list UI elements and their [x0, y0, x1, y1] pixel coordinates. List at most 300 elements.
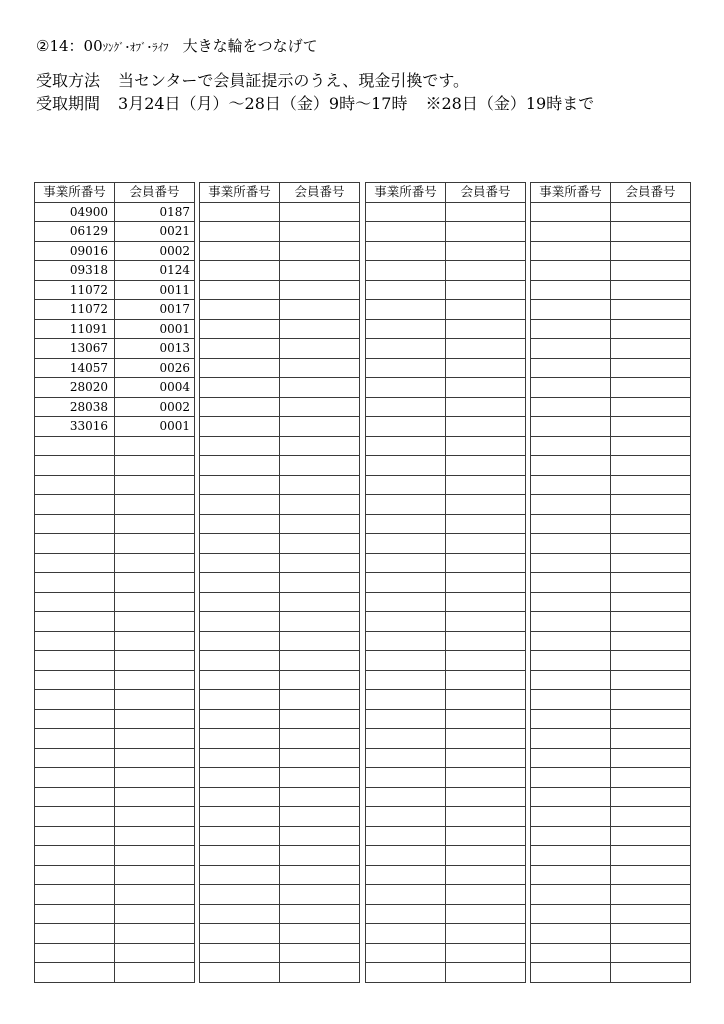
table-row	[531, 241, 691, 261]
office-number-cell	[200, 729, 280, 749]
table-row	[531, 573, 691, 593]
table-row	[200, 963, 360, 983]
table-row	[366, 358, 526, 378]
office-number-cell	[35, 826, 115, 846]
member-number-cell	[446, 846, 526, 866]
table-row	[366, 924, 526, 944]
table-row	[531, 319, 691, 339]
table-row	[200, 319, 360, 339]
office-number-cell	[366, 787, 446, 807]
member-number-cell	[280, 768, 360, 788]
member-number-cell: 0021	[115, 222, 195, 242]
member-number-cell	[611, 885, 691, 905]
member-number-cell	[280, 787, 360, 807]
table-row	[200, 300, 360, 320]
table-row	[35, 768, 195, 788]
office-number-cell	[531, 202, 611, 222]
table-row	[531, 456, 691, 476]
office-number-cell	[200, 514, 280, 534]
member-number-cell	[115, 514, 195, 534]
member-number-cell	[611, 904, 691, 924]
office-number-cell	[531, 436, 611, 456]
member-number-cell	[115, 826, 195, 846]
table-row	[200, 495, 360, 515]
table-row	[35, 943, 195, 963]
office-number-cell: 11072	[35, 300, 115, 320]
office-number-cell: 09016	[35, 241, 115, 261]
table-row	[366, 456, 526, 476]
office-number-cell: 11072	[35, 280, 115, 300]
event-subtitle: 大きな輪をつなげて	[182, 37, 318, 55]
member-number-cell	[446, 261, 526, 281]
table-row	[35, 924, 195, 944]
table-row	[366, 651, 526, 671]
table-row	[531, 787, 691, 807]
table-row	[366, 202, 526, 222]
member-number-cell	[280, 924, 360, 944]
office-number-cell	[35, 709, 115, 729]
table-row	[366, 339, 526, 359]
member-number-cell	[280, 417, 360, 437]
table-row	[35, 358, 195, 378]
table-row	[35, 904, 195, 924]
member-number-cell	[280, 690, 360, 710]
office-number-cell	[366, 397, 446, 417]
member-number-header: 会員番号	[611, 183, 691, 203]
office-number-cell	[531, 534, 611, 554]
event-name: ｿﾝｸﾞ･ｵﾌﾞ･ﾗｲﾌ	[102, 41, 169, 54]
office-number-cell	[200, 339, 280, 359]
table-row	[200, 339, 360, 359]
pickup-method-value: 当センターで会員証提示のうえ、現金引換です。	[118, 71, 470, 90]
member-number-cell	[280, 553, 360, 573]
office-number-cell	[200, 807, 280, 827]
table-row	[531, 651, 691, 671]
office-number-cell	[200, 865, 280, 885]
office-number-cell	[366, 261, 446, 281]
table-row	[366, 417, 526, 437]
member-number-cell	[446, 670, 526, 690]
table-row	[366, 865, 526, 885]
table-row	[200, 768, 360, 788]
office-number-cell	[366, 885, 446, 905]
office-number-cell	[35, 943, 115, 963]
office-number-cell	[366, 553, 446, 573]
office-number-cell	[35, 729, 115, 749]
office-number-cell	[35, 670, 115, 690]
table-row	[366, 826, 526, 846]
office-number-cell: 28038	[35, 397, 115, 417]
office-number-cell	[35, 592, 115, 612]
member-number-cell: 0001	[115, 319, 195, 339]
member-number-cell	[611, 709, 691, 729]
member-number-cell	[115, 768, 195, 788]
office-number-cell	[200, 904, 280, 924]
table-row	[531, 631, 691, 651]
office-number-cell	[531, 417, 611, 437]
table-row	[366, 943, 526, 963]
member-number-cell	[446, 651, 526, 671]
office-number-cell	[366, 709, 446, 729]
member-number-header: 会員番号	[115, 183, 195, 203]
member-number-cell	[611, 865, 691, 885]
member-number-cell	[115, 787, 195, 807]
event-time: ②14：00	[36, 37, 103, 55]
table-row	[366, 787, 526, 807]
table-row	[531, 748, 691, 768]
table-row	[200, 222, 360, 242]
office-number-cell	[366, 748, 446, 768]
office-number-cell	[366, 924, 446, 944]
office-number-cell	[531, 631, 611, 651]
member-number-cell	[280, 280, 360, 300]
office-number-cell	[200, 378, 280, 398]
office-number-cell	[366, 612, 446, 632]
table-row	[35, 456, 195, 476]
table-row	[200, 573, 360, 593]
member-number-cell: 0187	[115, 202, 195, 222]
office-number-cell	[531, 553, 611, 573]
table-row	[531, 202, 691, 222]
member-number-cell	[611, 592, 691, 612]
member-number-cell: 0011	[115, 280, 195, 300]
table-row	[531, 553, 691, 573]
office-number-cell	[200, 261, 280, 281]
table-row	[35, 846, 195, 866]
table-row	[35, 553, 195, 573]
office-number-header: 事業所番号	[200, 183, 280, 203]
member-number-cell: 0004	[115, 378, 195, 398]
office-number-cell	[366, 943, 446, 963]
office-number-cell	[366, 631, 446, 651]
table-row	[531, 475, 691, 495]
office-number-cell	[366, 280, 446, 300]
table-row	[366, 514, 526, 534]
member-number-cell	[611, 612, 691, 632]
member-number-cell	[446, 280, 526, 300]
member-number-cell	[611, 748, 691, 768]
table-row	[200, 202, 360, 222]
member-number-cell	[115, 690, 195, 710]
member-number-cell	[611, 495, 691, 515]
office-number-cell	[366, 573, 446, 593]
office-number-cell	[531, 358, 611, 378]
member-number-cell	[446, 690, 526, 710]
member-number-cell	[115, 436, 195, 456]
member-number-cell	[611, 768, 691, 788]
table-row	[35, 202, 195, 222]
member-number-cell	[280, 865, 360, 885]
office-number-cell	[200, 417, 280, 437]
table-row	[200, 436, 360, 456]
member-number-cell	[280, 631, 360, 651]
member-number-cell	[115, 573, 195, 593]
member-number-cell	[446, 300, 526, 320]
table-row	[366, 904, 526, 924]
member-number-cell	[446, 592, 526, 612]
table-row	[200, 807, 360, 827]
member-number-cell	[446, 397, 526, 417]
office-number-cell	[200, 592, 280, 612]
office-number-cell	[531, 397, 611, 417]
member-number-cell	[446, 319, 526, 339]
office-number-cell	[366, 475, 446, 495]
member-number-cell	[611, 534, 691, 554]
table-row	[35, 670, 195, 690]
office-number-cell	[35, 963, 115, 983]
office-number-cell	[366, 592, 446, 612]
office-number-cell	[531, 963, 611, 983]
office-number-cell	[366, 534, 446, 554]
member-number-cell	[446, 456, 526, 476]
table-row	[200, 280, 360, 300]
table-row	[531, 670, 691, 690]
table-row	[35, 475, 195, 495]
member-number-cell	[280, 729, 360, 749]
member-number-cell: 0001	[115, 417, 195, 437]
member-number-cell	[446, 826, 526, 846]
table-row	[531, 729, 691, 749]
office-number-cell	[35, 553, 115, 573]
table-row	[35, 534, 195, 554]
member-number-cell: 0002	[115, 397, 195, 417]
member-number-cell	[611, 963, 691, 983]
member-number-cell	[115, 885, 195, 905]
table-row	[200, 456, 360, 476]
member-number-cell	[446, 573, 526, 593]
table-row	[200, 924, 360, 944]
member-number-header: 会員番号	[446, 183, 526, 203]
table-row	[366, 534, 526, 554]
table-row	[35, 378, 195, 398]
table-row	[531, 417, 691, 437]
table-row	[531, 807, 691, 827]
member-number-cell: 0013	[115, 339, 195, 359]
office-number-cell	[366, 300, 446, 320]
table-row	[531, 534, 691, 554]
member-number-cell	[115, 729, 195, 749]
office-number-cell	[531, 339, 611, 359]
table-row	[531, 924, 691, 944]
table-header-row	[200, 183, 360, 203]
table-row	[200, 612, 360, 632]
office-number-cell	[531, 612, 611, 632]
table-row	[35, 280, 195, 300]
table-row	[200, 787, 360, 807]
member-number-cell	[115, 495, 195, 515]
table-row	[366, 495, 526, 515]
member-number-cell	[115, 963, 195, 983]
member-number-cell	[280, 339, 360, 359]
table-row	[531, 397, 691, 417]
member-number-cell	[611, 943, 691, 963]
office-number-cell	[366, 690, 446, 710]
member-number-cell	[446, 358, 526, 378]
member-number-cell	[446, 612, 526, 632]
member-number-cell	[611, 202, 691, 222]
office-number-cell	[200, 300, 280, 320]
office-number-cell	[366, 495, 446, 515]
member-number-cell	[446, 553, 526, 573]
pickup-period-note: ※28日（金）19時まで	[425, 94, 595, 113]
office-number-cell	[366, 339, 446, 359]
office-number-cell	[200, 397, 280, 417]
table-row	[200, 729, 360, 749]
member-number-cell	[611, 417, 691, 437]
office-number-cell	[366, 729, 446, 749]
office-number-cell	[366, 456, 446, 476]
table-row	[200, 865, 360, 885]
member-number-cell	[280, 456, 360, 476]
office-number-cell	[366, 846, 446, 866]
table-row	[35, 787, 195, 807]
office-number-cell	[366, 514, 446, 534]
member-number-cell	[115, 807, 195, 827]
office-number-cell	[35, 456, 115, 476]
office-number-cell: 06129	[35, 222, 115, 242]
member-number-cell	[280, 670, 360, 690]
member-number-cell	[280, 495, 360, 515]
office-number-cell	[366, 651, 446, 671]
member-number-cell	[115, 670, 195, 690]
member-number-cell	[611, 670, 691, 690]
event-title-line	[36, 35, 318, 56]
office-number-cell	[200, 319, 280, 339]
office-number-cell	[366, 670, 446, 690]
member-number-cell	[446, 475, 526, 495]
table-row	[531, 846, 691, 866]
member-number-cell	[280, 534, 360, 554]
table-row	[366, 690, 526, 710]
table-row	[200, 846, 360, 866]
office-number-cell	[200, 651, 280, 671]
office-number-cell	[200, 631, 280, 651]
table-row	[35, 963, 195, 983]
office-number-cell	[200, 826, 280, 846]
table-row	[200, 397, 360, 417]
table-row	[35, 612, 195, 632]
pickup-period-value: 3月24日（月）～28日（金）9時～17時	[118, 94, 408, 113]
office-number-cell	[531, 943, 611, 963]
office-number-cell	[35, 846, 115, 866]
office-number-cell	[200, 787, 280, 807]
member-number-cell	[115, 904, 195, 924]
office-number-cell	[200, 241, 280, 261]
member-number-cell	[446, 241, 526, 261]
table-row	[200, 553, 360, 573]
winner-table-2	[199, 182, 360, 983]
table-row	[200, 631, 360, 651]
member-number-cell	[280, 436, 360, 456]
table-row	[366, 631, 526, 651]
table-row	[366, 475, 526, 495]
office-number-cell	[366, 417, 446, 437]
table-row	[35, 729, 195, 749]
table-row	[531, 612, 691, 632]
member-number-cell	[280, 573, 360, 593]
table-row	[366, 300, 526, 320]
table-row	[366, 280, 526, 300]
table-row	[35, 514, 195, 534]
member-number-cell	[280, 846, 360, 866]
member-number-cell	[611, 807, 691, 827]
office-number-cell	[531, 573, 611, 593]
member-number-cell	[280, 202, 360, 222]
office-number-cell	[366, 826, 446, 846]
office-number-cell	[35, 631, 115, 651]
office-number-cell	[35, 807, 115, 827]
table-row	[531, 690, 691, 710]
member-number-cell	[280, 709, 360, 729]
member-number-cell	[280, 378, 360, 398]
table-row	[200, 826, 360, 846]
office-number-cell	[35, 514, 115, 534]
office-number-header: 事業所番号	[35, 183, 115, 203]
table-row	[366, 807, 526, 827]
member-number-cell	[611, 397, 691, 417]
office-number-cell	[531, 690, 611, 710]
member-number-cell: 0124	[115, 261, 195, 281]
member-number-cell	[611, 553, 691, 573]
office-number-cell	[366, 378, 446, 398]
member-number-cell	[280, 222, 360, 242]
member-number-cell	[115, 612, 195, 632]
member-number-cell	[115, 709, 195, 729]
office-number-cell	[200, 709, 280, 729]
office-number-cell	[531, 651, 611, 671]
office-number-cell	[531, 807, 611, 827]
table-row	[200, 709, 360, 729]
member-number-cell	[280, 963, 360, 983]
member-number-cell	[611, 924, 691, 944]
member-number-cell	[446, 631, 526, 651]
member-number-cell	[446, 709, 526, 729]
table-row	[35, 436, 195, 456]
member-number-cell	[611, 300, 691, 320]
office-number-cell	[366, 241, 446, 261]
table-row	[531, 826, 691, 846]
office-number-cell	[366, 865, 446, 885]
table-row	[366, 768, 526, 788]
office-number-cell	[200, 943, 280, 963]
pickup-period-line	[36, 91, 594, 114]
table-row	[366, 319, 526, 339]
office-number-cell	[531, 319, 611, 339]
table-row	[366, 729, 526, 749]
office-number-cell	[35, 436, 115, 456]
member-number-cell	[280, 748, 360, 768]
office-number-cell	[200, 456, 280, 476]
member-number-cell	[446, 436, 526, 456]
member-number-cell	[280, 358, 360, 378]
table-row	[35, 339, 195, 359]
table-row	[35, 592, 195, 612]
table-row	[531, 300, 691, 320]
member-number-cell	[611, 378, 691, 398]
office-number-cell	[35, 612, 115, 632]
office-number-cell	[200, 612, 280, 632]
member-number-cell	[280, 904, 360, 924]
table-row	[35, 261, 195, 281]
table-row	[531, 495, 691, 515]
office-number-cell	[366, 358, 446, 378]
table-row	[35, 222, 195, 242]
office-number-cell	[35, 768, 115, 788]
table-row	[200, 514, 360, 534]
member-number-cell	[280, 943, 360, 963]
office-number-cell	[531, 280, 611, 300]
member-number-cell	[611, 436, 691, 456]
